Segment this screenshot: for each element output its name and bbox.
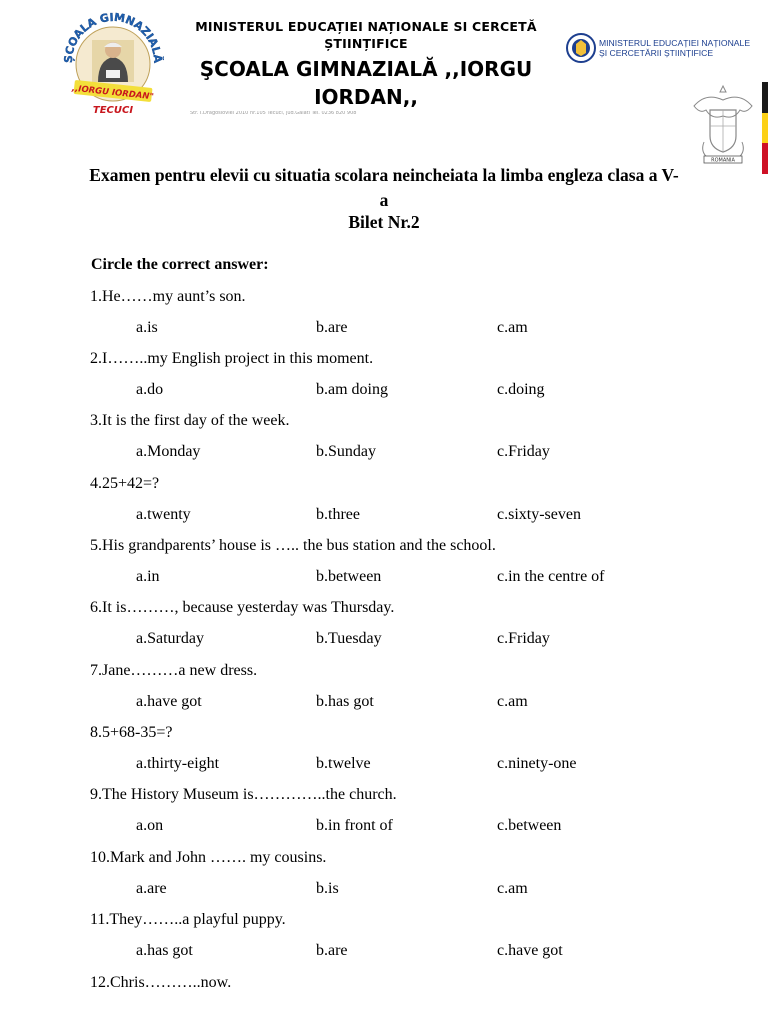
ticket-number: Bilet Nr.2 (348, 212, 420, 232)
answer-option-c[interactable]: c.have got (497, 942, 563, 959)
answer-option-c[interactable]: c.am (497, 693, 528, 710)
ministry-logo-line2: ȘI CERCETĂRII ȘTIINȚIFICE (599, 48, 714, 58)
flag-color-3 (762, 143, 768, 174)
answer-option-b[interactable]: b.am doing (316, 381, 388, 398)
question-text: 6.It is………, because yesterday was Thursday. (90, 599, 395, 616)
answer-option-c[interactable]: c.Friday (497, 630, 550, 647)
answer-option-b[interactable]: b.are (316, 942, 348, 959)
answer-option-b[interactable]: b.is (316, 880, 339, 897)
exam-title-line2: a (379, 190, 389, 210)
answer-option-b[interactable]: b.has got (316, 693, 374, 710)
answer-option-b[interactable]: b.Sunday (316, 443, 376, 460)
answer-option-b[interactable]: b.between (316, 568, 382, 585)
letterhead (0, 0, 768, 164)
school-logo (62, 10, 164, 118)
answer-option-c[interactable]: c.between (497, 817, 562, 834)
answer-option-c[interactable]: c.doing (497, 381, 545, 398)
logo-banner-text: ,,IORGU IORDAN" (71, 83, 155, 103)
answer-option-a[interactable]: a.thirty-eight (136, 755, 220, 772)
answer-option-b[interactable]: b.are (316, 319, 348, 336)
instruction: Circle the correct answer: (91, 256, 269, 273)
logo-arc-text: ȘCOALA GIMNAZIALĂ (62, 10, 164, 64)
answer-option-a[interactable]: a.Saturday (136, 630, 204, 647)
answer-option-a[interactable]: a.Monday (136, 443, 201, 460)
logo-bottom-text: TECUCI (92, 105, 134, 116)
question-text: 10.Mark and John ……. my cousins. (90, 849, 327, 866)
ministry-emblem-icon (566, 28, 596, 68)
question-text: 2.I……..my English project in this moment. (90, 350, 374, 367)
flag-stripe (762, 82, 768, 174)
answer-option-b[interactable]: b.in front of (316, 817, 393, 834)
answer-option-b[interactable]: b.Tuesday (316, 630, 382, 647)
question-text: 9.The History Museum is…………..the church. (90, 786, 397, 803)
flag-color-2 (762, 113, 768, 144)
exam-title-line1: Examen pentru elevii cu situatia scolara neincheiata la limba engleza clasa a V- (89, 165, 679, 185)
answer-option-b[interactable]: b.twelve (316, 755, 371, 772)
answer-option-a[interactable]: a.do (136, 381, 164, 398)
ministry-logo-text (599, 38, 750, 58)
question-text: 11.They……..a playful puppy. (90, 911, 286, 928)
answer-option-c[interactable]: c.in the centre of (497, 568, 605, 585)
school-address: Str. I.Dragosloviei 2010 nr.105 Tecuci, jud.Galati Tel. 0236 820 908 (190, 111, 357, 116)
answer-option-a[interactable]: a.have got (136, 693, 202, 710)
coat-of-arms-icon (690, 80, 756, 170)
answer-option-c[interactable]: c.am (497, 880, 528, 897)
flag-color-1 (762, 82, 768, 113)
answer-option-a[interactable]: a.has got (136, 942, 193, 959)
answer-option-c[interactable]: c.am (497, 319, 528, 336)
answer-option-a[interactable]: a.are (136, 880, 167, 897)
ministry-heading (166, 18, 566, 52)
school-name-line2: IORDAN,, (314, 85, 418, 109)
question-text: 1.He……my aunt’s son. (90, 288, 246, 305)
answer-option-a[interactable]: a.in (136, 568, 160, 585)
exam-title (40, 163, 728, 213)
answer-option-c[interactable]: c.ninety-one (497, 755, 577, 772)
question-text: 7.Jane………a new dress. (90, 662, 258, 679)
question-text: 12.Chris………..now. (90, 974, 232, 991)
answer-option-c[interactable]: c.Friday (497, 443, 550, 460)
school-name-line1: ŞCOALA GIMNAZIALĂ ,,IORGU (199, 57, 533, 81)
question-text: 3.It is the first day of the week. (90, 412, 290, 429)
question-text: 8.5+68-35=? (90, 724, 173, 741)
answer-option-b[interactable]: b.three (316, 506, 360, 523)
question-text: 4.25+42=? (90, 475, 160, 492)
answer-option-a[interactable]: a.on (136, 817, 164, 834)
answer-option-c[interactable]: c.sixty-seven (497, 506, 581, 523)
school-name (166, 55, 566, 111)
answer-option-a[interactable]: a.is (136, 319, 158, 336)
question-text: 5.His grandparents’ house is ….. the bus station and the school. (90, 537, 496, 554)
ministry-logo-line1: MINISTERUL EDUCAȚIEI NAȚIONALE (599, 38, 751, 48)
ministry-logo (566, 28, 751, 70)
answer-option-a[interactable]: a.twenty (136, 506, 191, 523)
coat-ribbon-text: ROMANIA (711, 157, 735, 164)
ministry-heading-line2: ȘTIINȚIFICE (324, 36, 408, 51)
ministry-heading-line1: MINISTERUL EDUCAȚIEI NAȚIONALE SI CERCETĂ (195, 19, 537, 34)
